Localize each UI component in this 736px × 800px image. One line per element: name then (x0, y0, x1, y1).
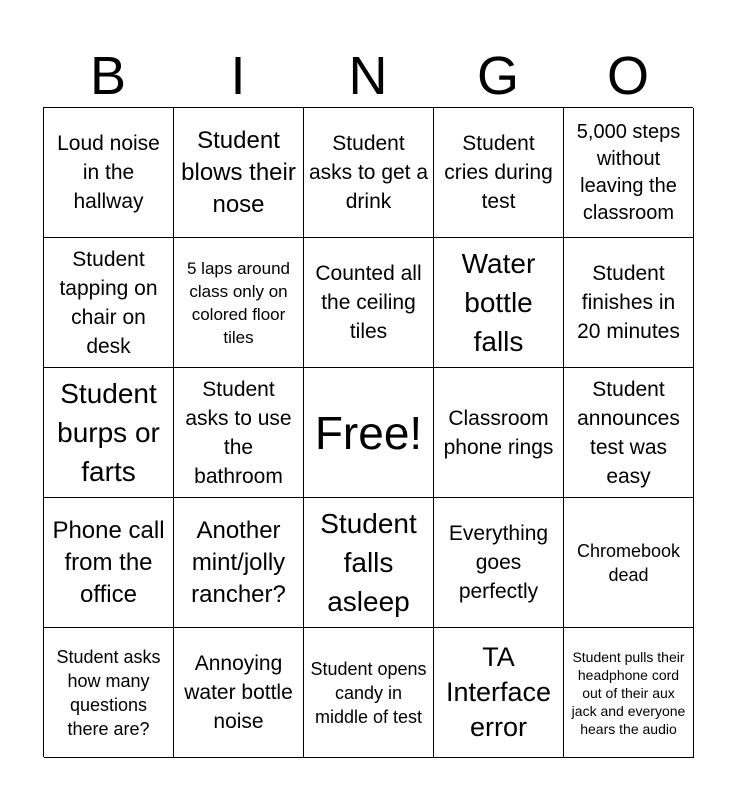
bingo-cell[interactable] (304, 498, 434, 628)
cell-text: Chromebook dead (576, 540, 681, 585)
cell-text: Annoying water bottle noise (184, 652, 293, 733)
bingo-cell[interactable] (44, 498, 174, 628)
bingo-cell[interactable] (174, 368, 304, 498)
bingo-cell[interactable] (304, 108, 434, 238)
cell-text: Free! (314, 406, 423, 459)
cell-text: Student announces test was easy (577, 377, 680, 488)
bingo-header (43, 44, 693, 108)
cell-text: Student blows their nose (181, 126, 296, 218)
cell-text: Water bottle falls (461, 248, 536, 357)
cell-text: Student burps or farts (57, 378, 160, 487)
header-letter-n: N (348, 46, 388, 106)
cell-text: Student asks to use the bathroom (185, 377, 292, 488)
cell-text: Student pulls their headphone cord out of their aux jack and everyone hears the audio (571, 648, 686, 737)
header-letter-o: O (606, 46, 649, 106)
bingo-cell[interactable] (174, 238, 304, 368)
cell-text: Loud noise in the hallway (57, 132, 160, 213)
cell-text: Student cries during test (444, 132, 553, 213)
bingo-cell[interactable] (434, 238, 564, 368)
bingo-cell[interactable] (434, 108, 564, 238)
bingo-cell[interactable] (44, 238, 174, 368)
bingo-cell[interactable] (564, 108, 694, 238)
cell-text: TA Interface error (445, 642, 552, 742)
bingo-cell[interactable] (304, 628, 434, 758)
cell-text: Everything goes perfectly (448, 522, 549, 603)
bingo-cell[interactable] (44, 368, 174, 498)
cell-text: Student asks how many questions there are? (56, 646, 161, 739)
cell-text: 5 laps around class only on colored floor tiles (186, 258, 291, 347)
bingo-cell[interactable] (434, 628, 564, 758)
header-letter-i: I (230, 46, 246, 106)
cell-text: 5,000 steps without leaving the classroom (576, 120, 681, 224)
bingo-cell[interactable] (564, 368, 694, 498)
bingo-grid (43, 107, 693, 757)
bingo-cell[interactable] (174, 498, 304, 628)
bingo-free-cell[interactable] (304, 368, 434, 498)
cell-text: Student falls asleep (320, 508, 417, 617)
bingo-cell[interactable] (174, 628, 304, 758)
cell-text: Student tapping on chair on desk (59, 247, 158, 358)
cell-text: Student finishes in 20 minutes (577, 262, 680, 343)
bingo-cell[interactable] (174, 108, 304, 238)
bingo-cell[interactable] (564, 498, 694, 628)
bingo-cell[interactable] (434, 368, 564, 498)
cell-text: Student opens candy in middle of test (310, 658, 427, 727)
bingo-cell[interactable] (304, 238, 434, 368)
cell-text: Another mint/jolly rancher? (191, 516, 286, 608)
bingo-cell[interactable] (44, 628, 174, 758)
bingo-cell[interactable] (434, 498, 564, 628)
cell-text: Counted all the ceiling tiles (315, 262, 422, 343)
bingo-cell[interactable] (564, 628, 694, 758)
header-letter-b: B (89, 46, 127, 106)
bingo-cell[interactable] (44, 108, 174, 238)
header-letter-g: G (476, 46, 519, 106)
cell-text: Phone call from the office (52, 516, 165, 608)
bingo-cell[interactable] (564, 238, 694, 368)
cell-text: Classroom phone rings (443, 406, 554, 459)
cell-text: Student asks to get a drink (308, 132, 429, 213)
